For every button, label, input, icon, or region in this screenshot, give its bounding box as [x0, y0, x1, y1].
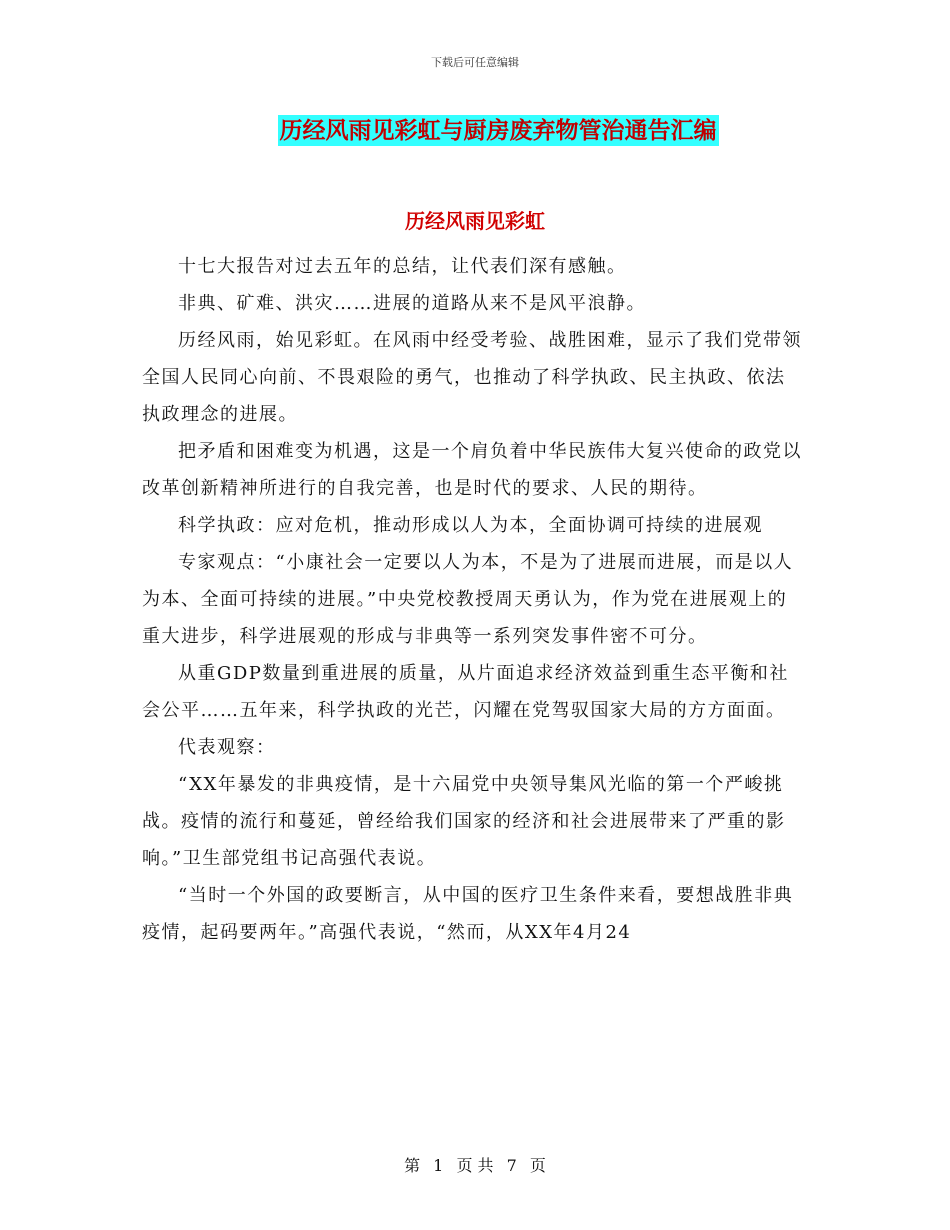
footer-page-number: 1: [433, 1156, 444, 1175]
page-footer: [0, 1153, 950, 1176]
section-title: 历经风雨见彩虹: [405, 209, 545, 233]
paragraph: 代表观察：: [178, 737, 276, 758]
paragraph: 历经风雨，始见彩虹。在风雨中经受考验、战胜困难，显示了我们党带领全国人民同心向前、不畏艰险的勇气，也推动了科学执政、民主执政、依法执政理念的进展。: [142, 330, 802, 425]
paragraph: 科学执政：应对危机，推动形成以人为本，全面协调可持续的进展观: [178, 515, 763, 536]
paragraph: “XX年暴发的非典疫情，是十六届党中央领导集风光临的第一个严峻挑战。疫情的流行和蔓延，曾经给我们国家的经济和社会进展带来了严重的影响。”卫生部党组书记高强代表说。: [142, 774, 786, 869]
paragraph: 专家观点：“小康社会一定要以人为本，不是为了进展而进展，而是以人为本、全面可持续的进展。”中央党校教授周天勇认为，作为党在进展观上的重大进步，科学进展观的形成与非典等一系列突发事件密不可分。: [142, 552, 794, 647]
page-header-note: 下载后可任意编辑: [431, 56, 519, 69]
document-main-title: [0, 112, 950, 145]
footer-prefix: 第: [404, 1156, 421, 1175]
footer-total-pages: 7: [506, 1156, 517, 1175]
paragraph: 把矛盾和困难变为机遇，这是一个肩负着中华民族伟大复兴使命的政党以改革创新精神所进行的自我完善，也是时代的要求、人民的期待。: [142, 441, 802, 499]
main-title-text: 历经风雨见彩虹与厨房废弃物管治通告汇编: [279, 117, 717, 144]
paragraph: “当时一个外国的政要断言，从中国的医疗卫生条件来看，要想战胜非典疫情，起码要两年。”高强代表说，“然而，从XX年4月24: [142, 885, 794, 943]
paragraph: 非典、矿难、洪灾……进展的道路从来不是风平浪静。: [178, 293, 646, 314]
footer-suffix: 页: [529, 1156, 546, 1175]
document-body: [142, 248, 802, 951]
paragraph: 从重GDP数量到重进展的质量，从片面追求经济效益到重生态平衡和社会公平……五年来，科学执政的光芒，闪耀在党驾驭国家大局的方方面面。: [142, 663, 789, 721]
paragraph: 十七大报告对过去五年的总结，让代表们深有感触。: [178, 256, 627, 277]
footer-middle: 页 共: [456, 1156, 494, 1175]
